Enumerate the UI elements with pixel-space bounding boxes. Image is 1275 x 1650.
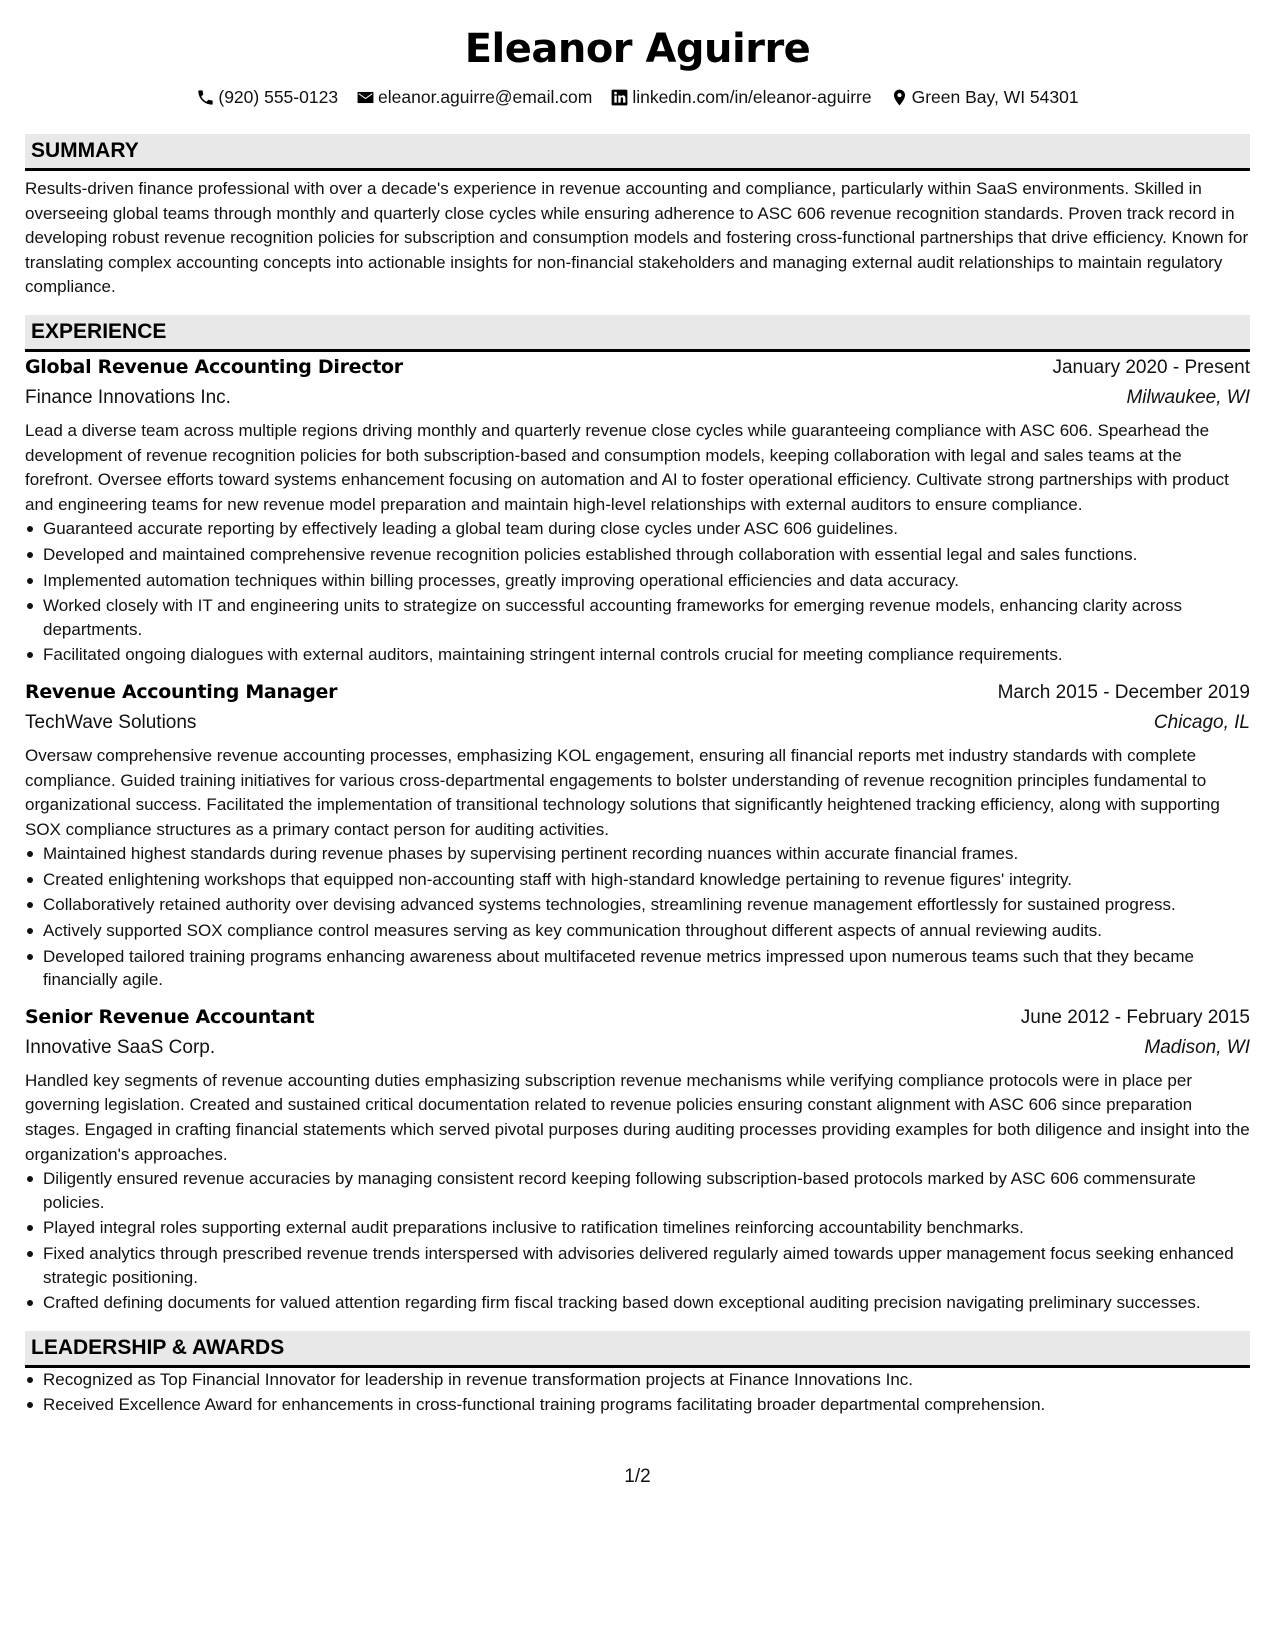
linkedin-icon [610,88,629,107]
list-item: Developed and maintained comprehensive revenue recognition policies established through collaboration with essential legal and sales functions. [43,543,1250,567]
list-item: Implemented automation techniques within billing processes, greatly improving operational efficiencies and data accuracy. [43,569,1250,593]
list-item: Worked closely with IT and engineering units to strategize on successful accounting frameworks for emerging revenue models, enhancing clarity across departments. [43,594,1250,641]
job-dates: March 2015 - December 2019 [997,681,1250,703]
contact-location [890,84,1079,110]
list-item: Received Excellence Award for enhancements in cross-functional training programs facilitating broader departmental comprehension. [43,1393,1250,1417]
contact-email[interactable] [356,84,592,110]
list-item: Crafted defining documents for valued attention regarding firm fiscal tracking based down exceptional auditing precision navigating preliminary successes. [43,1291,1250,1315]
contact-phone-text: (920) 555-0123 [218,87,339,107]
job-description: Handled key segments of revenue accounting duties emphasizing subscription revenue mechanisms while verifying compliance protocols were in place per governing legislation. Created and sustained critical documentation related to revenue policies ensuring constant alignment with ASC 606 since preparation stages. Engaged in crafting financial statements which served pivotal purposes during auditing processes providing examples for both diligence and insight into the organization's approaches. [25,1070,1250,1164]
job-bullets [25,842,1250,992]
list-item: Diligently ensured revenue accuracies by managing consistent record keeping following subscription-based protocols marked by ASC 606 commensurate policies. [43,1167,1250,1214]
list-item: Created enlightening workshops that equipped non-accounting staff with high-standard knowledge pertaining to revenue figures' integrity. [43,868,1250,892]
job-dates: January 2020 - Present [1052,356,1250,378]
job-location: Chicago, IL [1153,711,1250,733]
map-pin-icon [890,88,909,107]
summary-text: Results-driven finance professional with over a decade's experience in revenue accounting and compliance, particularly within SaaS environments. Skilled in overseeing global teams through monthly and quarterly close cycles while ensuring adherence to ASC 606 revenue recognition standards. Proven track record in developing robust revenue recognition policies for subscription and consumption models and fostering cross-functional partnerships that drive efficiency. Known for translating complex accounting concepts into actionable insights for non-financial stakeholders and managing external audit relationships to maintain regulatory compliance. [25,179,1249,297]
job-description: Oversaw comprehensive revenue accounting processes, emphasizing KOL engagement, ensuring all financial reports met industry standards with complete compliance. Guided training initiatives for various cross-departmental engagements to bolster understanding of revenue recognition principles fundamental to organizational success. Facilitated the implementation of transitional technology solutions that significantly heightened tracking efficiency, along with supporting SOX compliance structures as a primary contact person for auditing activities. [25,745,1220,839]
contact-linkedin-text[interactable]: linkedin.com/in/eleanor-aguirre [632,87,872,107]
contact-linkedin[interactable] [610,84,871,110]
list-item: Played integral roles supporting external audit preparations inclusive to ratification timelines reinforcing accountability benchmarks. [43,1216,1250,1240]
contact-location-text: Green Bay, WI 54301 [911,87,1079,107]
resume-page [25,18,1250,1419]
job-location: Madison, WI [1144,1036,1250,1058]
list-item: Actively supported SOX compliance control measures serving as key communication throughout different aspects of annual reviewing audits. [43,919,1250,943]
list-item: Guaranteed accurate reporting by effectively leading a global team during close cycles under ASC 606 guidelines. [43,517,1250,541]
list-item: Maintained highest standards during revenue phases by supervising pertinent recording nuances within accurate financial frames. [43,842,1250,866]
job-entry [25,1002,1250,1315]
job-title: Global Revenue Accounting Director [25,355,403,378]
list-item: Facilitated ongoing dialogues with external auditors, maintaining stringent internal controls crucial for meeting compliance requirements. [43,643,1250,667]
page-number: 1/2 [624,1466,651,1487]
job-location: Milwaukee, WI [1126,386,1250,408]
job-entry [25,352,1250,667]
leadership-list [25,1368,1250,1417]
experience-heading: EXPERIENCE [25,315,1250,352]
envelope-icon [356,88,375,107]
summary-heading: SUMMARY [25,134,1250,171]
list-item: Collaboratively retained authority over devising advanced systems technologies, streamlining revenue management effortlessly for sustained progress. [43,893,1250,917]
job-bullets [25,1167,1250,1315]
phone-icon [196,88,215,107]
job-title: Revenue Accounting Manager [25,680,338,703]
job-entry [25,677,1250,992]
contact-phone [196,84,338,110]
candidate-name: Eleanor Aguirre [464,26,811,72]
job-description: Lead a diverse team across multiple regions driving monthly and quarterly revenue close cycles while guaranteeing compliance with ASC 606. Spearhead the development of revenue recognition policies for both subscription-based and consumption models, keeping collaboration with legal and sales teams at the forefront. Oversee efforts toward systems enhancement focusing on automation and AI to foster operational efficiency. Cultivate strong partnerships with product and engineering teams for new revenue model preparation and maintain high-level relationships with external auditors to ensure compliance. [25,420,1229,514]
job-company: TechWave Solutions [25,711,197,733]
list-item: Recognized as Top Financial Innovator for leadership in revenue transformation projects at Finance Innovations Inc. [43,1368,1250,1392]
job-company: Innovative SaaS Corp. [25,1036,216,1058]
list-item: Developed tailored training programs enhancing awareness about multifaceted revenue metrics impressed upon numerous teams such that they became financially agile. [43,945,1250,992]
job-dates: June 2012 - February 2015 [1020,1006,1250,1028]
leadership-heading: LEADERSHIP & AWARDS [25,1331,1250,1368]
job-company: Finance Innovations Inc. [25,386,231,408]
contact-bar [25,84,1250,110]
job-bullets [25,517,1250,667]
contact-email-text[interactable]: eleanor.aguirre@email.com [378,87,593,107]
job-title: Senior Revenue Accountant [25,1005,315,1028]
list-item: Fixed analytics through prescribed revenue trends interspersed with advisories delivered regularly aimed towards upper management focus seeking enhanced strategic positioning. [43,1242,1250,1289]
